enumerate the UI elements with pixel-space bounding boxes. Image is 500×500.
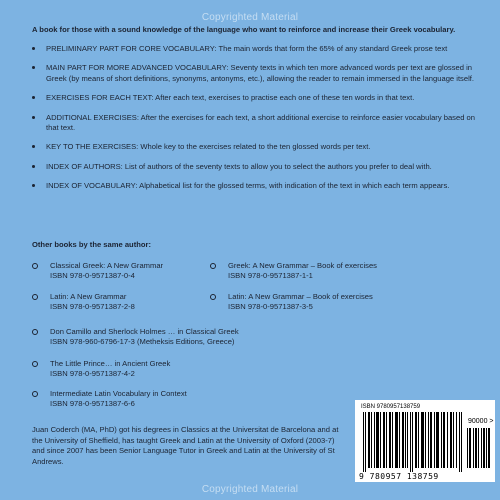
feature-text: EXERCISES FOR EACH TEXT: After each text, exercises to practise each one of these ten words in that text.	[46, 93, 415, 103]
intro-text: A book for those with a sound knowledge of the language who want to reinforce and increase their Greek vocabulary.	[32, 25, 456, 34]
book-entry	[210, 261, 498, 282]
book-entry	[32, 292, 225, 313]
book-entry	[32, 261, 225, 282]
other-books-heading: Other books by the same author:	[32, 240, 151, 249]
feature-text: INDEX OF VOCABULARY: Alphabetical list for the glossed terms, with indication of the text in which each term appears.	[46, 181, 450, 191]
feature-text: ADDITIONAL EXERCISES: After the exercises for each text, a short additional exercise to reinforce easier vocabulary based on that text.	[46, 112, 475, 133]
feature-text: INDEX OF AUTHORS: List of authors of the seventy texts to allow you to select the authors you prefer to deal with.	[46, 161, 432, 171]
book-title: Classical Greek: A New Grammar	[50, 261, 164, 270]
circle-bullet-icon	[210, 294, 216, 300]
circle-bullet-icon	[32, 263, 38, 269]
author-bio: Juan Coderch (MA, PhD) got his degrees in Classics at the Universitat de Barcelona and at the University of Sheffield, has taught Greek and Latin at the University of Oxford (2003-7) and since 2007 has been Senior Language Tutor in Greek and Latin at the University of St Andrews.	[32, 425, 339, 466]
bullet-icon	[32, 116, 35, 119]
feature-list	[32, 44, 484, 201]
bullet-icon	[32, 96, 35, 99]
addon-barcode-icon	[467, 428, 491, 468]
circle-bullet-icon	[32, 361, 38, 367]
feature-item	[32, 63, 484, 84]
feature-text: PRELIMINARY PART FOR CORE VOCABULARY: The main words that form the 65% of any standard Greek prose text	[46, 44, 448, 53]
feature-item	[32, 93, 484, 103]
circle-bullet-icon	[32, 391, 38, 397]
barcode-isbn-label: ISBN 9780957138759	[361, 404, 421, 410]
barcode-panel	[355, 400, 495, 482]
book-entry	[210, 292, 498, 313]
bullet-icon	[32, 66, 35, 69]
book-isbn: ISBN 978-0-9571387-3-5	[228, 302, 313, 312]
watermark-bottom: Copyrighted Material	[201, 484, 299, 495]
book-entry	[32, 359, 470, 380]
feature-text: KEY TO THE EXERCISES: Whole key to the exercises related to the ten glossed words per text.	[46, 142, 371, 152]
book-entry	[32, 327, 470, 348]
feature-item	[32, 142, 484, 152]
feature-text: MAIN PART FOR MORE ADVANCED VOCABULARY: Seventy texts in which ten more advanced words per text are glossed in Greek (by means of short definitions, synonyms, antonyms, etc.), allowing the reader to remain immersed in the language itself.	[46, 63, 474, 83]
book-title: Intermediate Latin Vocabulary in Context	[50, 389, 187, 398]
book-isbn: ISBN 978-0-9571387-4-2	[50, 369, 135, 379]
bullet-icon	[32, 165, 35, 168]
ean-barcode-icon	[361, 412, 465, 472]
circle-bullet-icon	[32, 329, 38, 335]
bullet-icon	[32, 145, 35, 148]
book-isbn: ISBN 978-0-9571387-2-8	[50, 302, 135, 312]
feature-item	[32, 162, 484, 172]
book-title: Latin: A New Grammar – Book of exercises	[228, 292, 373, 301]
book-isbn: ISBN 978-0-9571387-6-6	[50, 399, 135, 409]
feature-item	[32, 113, 484, 134]
circle-bullet-icon	[210, 263, 216, 269]
feature-item	[32, 44, 484, 54]
barcode-price-code: 90000 >	[468, 418, 494, 425]
bullet-icon	[32, 184, 35, 187]
barcode-digits: 9 780957 138759	[359, 472, 439, 481]
book-isbn: ISBN 978-0-9571387-1-1	[228, 271, 313, 281]
feature-item	[32, 181, 484, 191]
book-isbn: ISBN 978-960-6796-17-3 (Metheksis Editions, Greece)	[50, 337, 235, 347]
circle-bullet-icon	[32, 294, 38, 300]
watermark-top: Copyrighted Material	[201, 12, 299, 23]
book-title: Don Camillo and Sherlock Holmes … in Classical Greek	[50, 327, 239, 336]
book-title: Latin: A New Grammar	[50, 292, 127, 301]
book-title: The Little Prince… in Ancient Greek	[50, 359, 171, 368]
book-title: Greek: A New Grammar – Book of exercises	[228, 261, 377, 270]
book-isbn: ISBN 978-0-9571387-0-4	[50, 271, 135, 281]
bullet-icon	[32, 47, 35, 50]
